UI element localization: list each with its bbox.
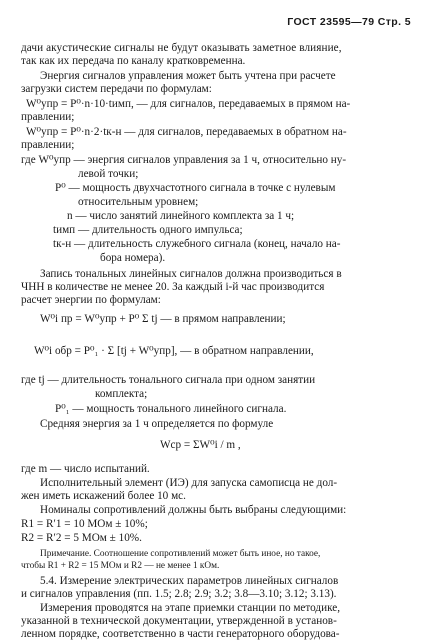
text-line: Измерения проводятся на этапе приемки станции по методике, bbox=[40, 602, 340, 614]
text-line: указанной в технической документации, утвержденной в установ- bbox=[21, 615, 337, 627]
definition-line: где W⁰упр — энергия сигналов управления за 1 ч, относительно ну- bbox=[21, 154, 347, 166]
definition-line: где tj — длительность тонального сигнала при одном занятии bbox=[21, 374, 316, 386]
definition-line: P⁰₁ — мощность тонального линейного сигнала. bbox=[55, 403, 287, 415]
text-line: и сигналов управления (пп. 1.5; 2.8; 2.9; 3.2; 3.8—3.10; 3.12; 3.13). bbox=[21, 588, 337, 600]
text-line: Исполнительный элемент (ИЭ) для запуска самописца не дол- bbox=[40, 477, 338, 489]
note-line: Примечание. Соотношение сопротивлений может быть иное, но такое, bbox=[40, 549, 321, 559]
text-line: ленном порядке, соответственно в части генераторного оборудова- bbox=[21, 628, 340, 640]
section-heading: 5.4. Измерение электрических параметров линейных сигналов bbox=[40, 575, 339, 587]
text-line: так как их передача по каналу кратковременна. bbox=[21, 55, 246, 67]
formula-line: W⁰упр = P⁰·n·2·tк-н — для сигналов, передаваемых в обратном на- bbox=[26, 126, 347, 138]
page-header: ГОСТ 23595—79 Стр. 5 bbox=[287, 16, 411, 28]
text-line: ЧНН в количестве не менее 20. За каждый i-й час производится bbox=[21, 281, 325, 293]
text-line: загрузки систем передачи по формулам: bbox=[21, 83, 212, 95]
formula-line: R2 = R′2 = 5 МОм ± 10%. bbox=[21, 532, 142, 544]
formula-line: W⁰i обр = P⁰₁ · Σ [tj + W⁰упр], — в обратном направлении, bbox=[34, 345, 314, 357]
formula-line: Wср = ΣW⁰i / m , bbox=[160, 439, 241, 451]
definition-line: P⁰ — мощность двухчастотного сигнала в точке с нулевым bbox=[55, 182, 336, 194]
text-line: дачи акустические сигналы не будут оказывать заметное влияние, bbox=[21, 42, 342, 54]
formula-line: R1 = R′1 = 10 МОм ± 10%; bbox=[21, 518, 148, 530]
text-line: относительным уровнем; bbox=[78, 196, 199, 208]
formula-line: W⁰упр = P⁰·n·10·tимп, — для сигналов, передаваемых в прямом на- bbox=[26, 98, 351, 110]
text-line: левой точки; bbox=[78, 168, 139, 180]
text-line: жен иметь искажений более 10 мс. bbox=[21, 490, 186, 502]
text-line: Средняя энергия за 1 ч определяется по формуле bbox=[40, 418, 274, 430]
text-line: правлении; bbox=[21, 139, 75, 151]
definition-line: tимп — длительность одного импульса; bbox=[53, 224, 243, 236]
text-line: бора номера). bbox=[100, 252, 166, 264]
note-line: чтобы R1 + R2 = 15 МОм и R2 — не менее 1 кОм. bbox=[21, 561, 220, 571]
definition-line: n — число занятий линейного комплекта за 1 ч; bbox=[67, 210, 295, 222]
definition-line: tк-н — длительность служебного сигнала (конец, начало на- bbox=[53, 238, 341, 250]
text-line: Запись тональных линейных сигналов должна производиться в bbox=[40, 268, 342, 280]
formula-line: W⁰i пр = W⁰упр + P⁰ Σ tj — в прямом направлении; bbox=[40, 313, 286, 325]
text-line: Энергия сигналов управления может быть учтена при расчете bbox=[40, 70, 336, 82]
definition-line: где m — число испытаний. bbox=[21, 463, 150, 475]
text-line: расчет энергии по формулам: bbox=[21, 294, 161, 306]
text-line: Номиналы сопротивлений должны быть выбраны следующими: bbox=[40, 504, 347, 516]
text-line: комплекта; bbox=[95, 388, 148, 400]
text-line: правлении; bbox=[21, 111, 75, 123]
